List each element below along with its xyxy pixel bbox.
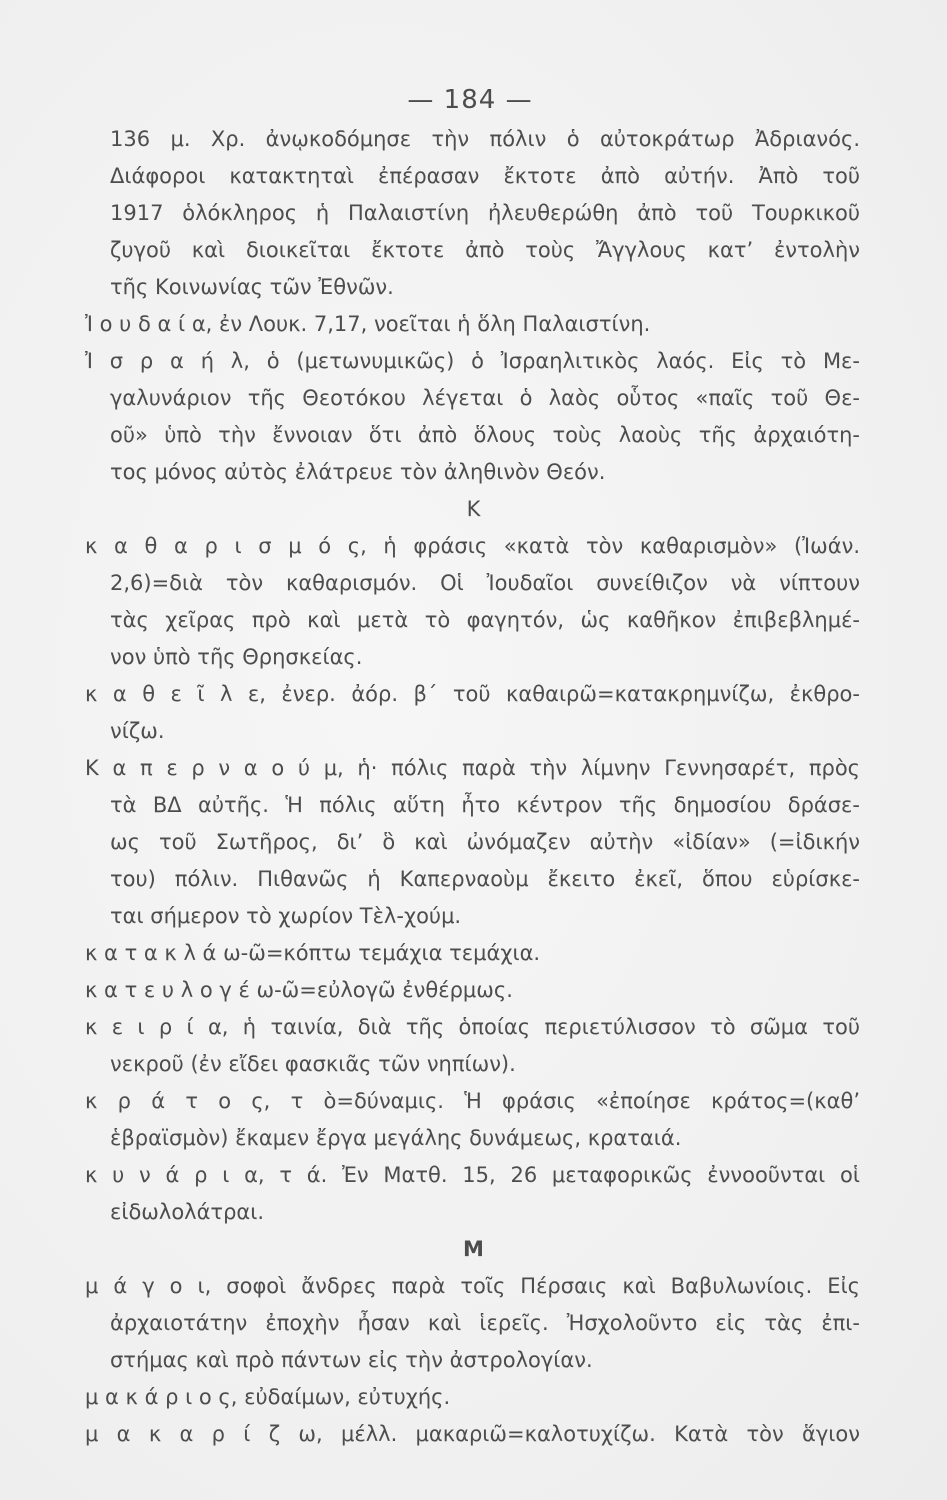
dictionary-entry	[0, 935, 947, 972]
dictionary-entry	[0, 1416, 947, 1453]
entry-headline: κ α τ ε υ λ ο γ έ ω-ῶ=εὐλογῶ ἐνθέρμως.	[85, 978, 513, 1002]
entry-headline: κ α τ α κ λ ά ω-ῶ=κόπτω τεμάχια τεμάχια.	[85, 941, 541, 965]
text-line: στήμας καὶ πρὸ πάντων εἰς τὴν ἀστρολογίαν.	[110, 1348, 593, 1372]
entry-headline: κ ε ι ρ ί α, ἡ ταινία, διὰ τῆς ὁποίας περιετύλισσον τὸ σῶμα τοῦ	[85, 1015, 860, 1039]
entry-headline: Κ α π ε ρ ν α ο ύ μ, ἡ· πόλις παρὰ τὴν λίμνην Γεννησαρέτ, πρὸς	[85, 756, 860, 780]
page-number: — 184 —	[407, 85, 533, 115]
text-line: νον ὑπὸ τῆς Θρησκείας.	[110, 645, 363, 669]
text-line: τὰς χεῖρας πρὸ καὶ μετὰ τὸ φαγητόν, ὡς καθῆκον ἐπιβεβλημέ-	[110, 608, 860, 632]
dictionary-entry	[0, 1268, 947, 1379]
text-line: ως τοῦ Σωτῆρος, δι’ ὃ καὶ ὠνόμαζεν αὐτὴν «ἰδίαν» (=ἰδικήν	[110, 830, 860, 854]
text-line: νεκροῦ (ἐν εἴδει φασκιᾶς τῶν νηπίων).	[110, 1052, 516, 1076]
page-body	[0, 121, 947, 1453]
text-line: ἀρχαιοτάτην ἐποχὴν ἦσαν καὶ ἱερεῖς. Ἠσχολοῦντο εἰς τὰς ἐπι-	[110, 1311, 860, 1335]
dictionary-entry	[0, 528, 947, 676]
dictionary-entry	[0, 1009, 947, 1083]
entry-headline: Ἰ σ ρ α ή λ, ὁ (μετωνυμικῶς) ὁ Ἰσραηλιτικὸς λαός. Εἰς τὸ Με-	[85, 349, 860, 373]
dictionary-entry-continued	[0, 121, 947, 306]
dictionary-entry	[0, 1379, 947, 1416]
dictionary-entry	[0, 306, 947, 343]
text-line: του) πόλιν. Πιθανῶς ἡ Καπερναοὺμ ἔκειτο ἐκεῖ, ὅπου εὑρίσκε-	[110, 867, 860, 891]
text-line: Διάφοροι κατακτηταὶ ἐπέρασαν ἔκτοτε ἀπὸ αὐτήν. Ἀπὸ τοῦ	[110, 164, 860, 188]
dictionary-entry	[0, 343, 947, 491]
entry-headline: κ α θ ε ῖ λ ε, ἐνερ. ἀόρ. β΄ τοῦ καθαιρῶ=κατακρημνίζω, ἐκθρο-	[85, 682, 860, 706]
entry-headline: μ ά γ ο ι, σοφοὶ ἄνδρες παρὰ τοῖς Πέρσαις καὶ Βαβυλωνίοις. Εἰς	[85, 1274, 860, 1298]
text-line: 1917 ὁλόκληρος ἡ Παλαιστίνη ἠλευθερώθη ἀπὸ τοῦ Τουρκικοῦ	[110, 201, 860, 225]
dictionary-entry	[0, 1083, 947, 1157]
entry-headline: κ ρ ά τ ο ς, τ ὸ=δύναμις. Ἡ φράσις «ἐποίησε κράτος=(καθ’	[85, 1089, 860, 1113]
dictionary-entry	[0, 676, 947, 750]
text-line: οῦ» ὑπὸ τὴν ἔννοιαν ὅτι ἀπὸ ὅλους τοὺς λαοὺς τῆς ἀρχαιότη-	[110, 423, 860, 447]
entry-headline: μ α κ α ρ ί ζ ω, μέλλ. μακαριῶ=καλοτυχίζω. Κατὰ τὸν ἅγιον	[85, 1422, 860, 1446]
text-line: νίζω.	[110, 719, 165, 743]
text-line: γαλυνάριον τῆς Θεοτόκου λέγεται ὁ λαὸς οὗτος «παῖς τοῦ Θε-	[110, 386, 860, 410]
entry-headline: κ υ ν ά ρ ι α, τ ά. Ἐν Ματθ. 15, 26 μεταφορικῶς ἐννοοῦνται οἱ	[85, 1163, 860, 1187]
text-line: 136 μ. Χρ. ἀνῳκοδόμησε τὴν πόλιν ὁ αὐτοκράτωρ Ἀδριανός.	[110, 127, 860, 151]
section-letter: Μ	[463, 1237, 484, 1261]
text-line: τὰ ΒΔ αὐτῆς. Ἡ πόλις αὕτη ἦτο κέντρον τῆς δημοσίου δράσε-	[110, 793, 860, 817]
text-line: ται σήμερον τὸ χωρίον Τὲλ-χούμ.	[110, 904, 462, 928]
text-line: ἑβραϊσμὸν) ἔκαμεν ἔργα μεγάλης δυνάμεως, κραταιά.	[110, 1126, 682, 1150]
dictionary-entry	[0, 972, 947, 1009]
text-line: τος μόνος αὐτὸς ἐλάτρευε τὸν ἀληθινὸν Θεόν.	[110, 460, 606, 484]
text-line: εἰδωλολάτραι.	[110, 1200, 265, 1224]
entry-headline: μ α κ ά ρ ι ο ς, εὐδαίμων, εὐτυχής.	[85, 1385, 451, 1409]
dictionary-entry	[0, 750, 947, 935]
dictionary-entry	[0, 1157, 947, 1231]
entry-headline: Ἰ ο υ δ α ί α, ἐν Λουκ. 7,17, νοεῖται ἡ ὅλη Παλαιστίνη.	[85, 312, 651, 336]
text-line: τῆς Κοινωνίας τῶν Ἐθνῶν.	[110, 275, 394, 299]
text-line: ζυγοῦ καὶ διοικεῖται ἔκτοτε ἀπὸ τοὺς Ἄγγλους κατ’ ἐντολὴν	[110, 238, 860, 262]
entry-headline: κ α θ α ρ ι σ μ ό ς, ἡ φράσις «κατὰ τὸν καθαρισμὸν» (Ἰωάν.	[85, 534, 860, 558]
section-letter: Κ	[466, 497, 481, 521]
text-line: 2,6)=διὰ τὸν καθαρισμόν. Οἱ Ἰουδαῖοι συνείθιζον νὰ νίπτουν	[110, 571, 860, 595]
